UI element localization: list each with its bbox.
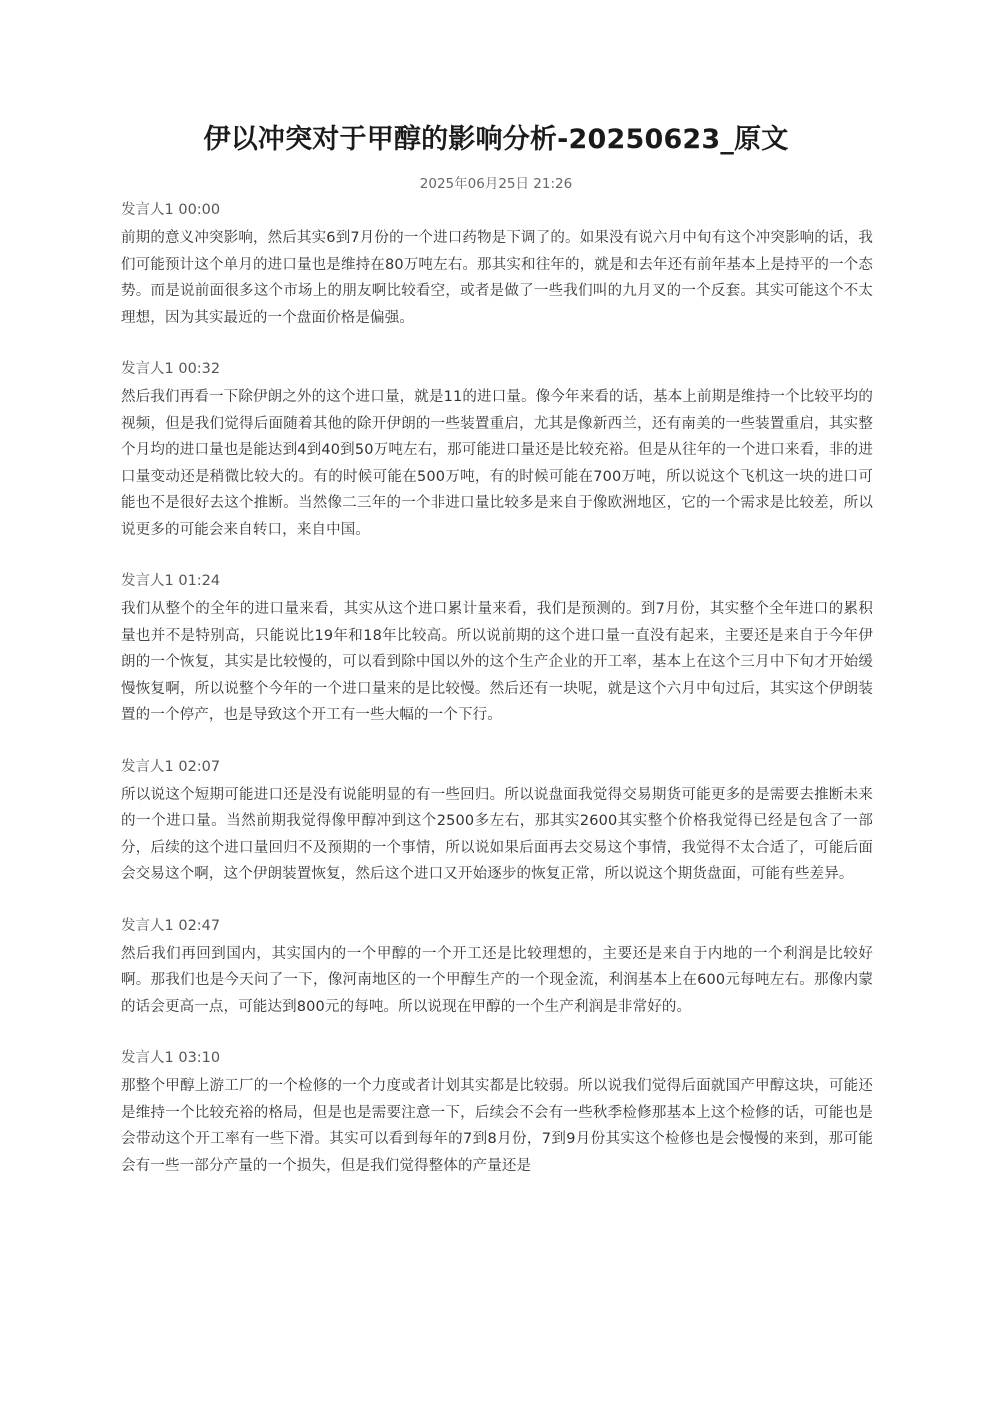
speaker-name: 发言人1 bbox=[121, 361, 174, 377]
speaker-name: 发言人1 bbox=[121, 573, 174, 589]
speaker-header bbox=[121, 570, 873, 592]
transcript-segment bbox=[121, 570, 873, 729]
speaker-name: 发言人1 bbox=[121, 1050, 174, 1066]
speaker-name: 发言人1 bbox=[121, 758, 174, 775]
speaker-header bbox=[121, 1047, 873, 1069]
transcript-segment bbox=[121, 915, 873, 1021]
document-date: 2025年06月25日 21:26 bbox=[419, 176, 573, 192]
timestamp: 00:00 bbox=[178, 202, 221, 218]
timestamp: 02:47 bbox=[178, 917, 221, 934]
transcript-segment bbox=[121, 199, 873, 331]
timestamp: 03:10 bbox=[178, 1050, 221, 1066]
timestamp: 02:07 bbox=[178, 758, 221, 775]
speaker-header bbox=[121, 358, 873, 380]
document-title: 伊以冲突对于甲醇的影响分析-20250623_原文 bbox=[203, 124, 789, 155]
segment-text: 所以说这个短期可能进口还是没有说能明显的有一些回归。所以说盘面我觉得交易期货可能更多的是需要去推断未来的一个进口量。当然前期我觉得像甲醇冲到这个2500多左右，那其实2600其实整个价格我觉得已经是包含了一部分，后续的这个进口量回归不及预期的一个事情，所以说如果后面再去交易这个事情，我觉得不太合适了，可能后面会交易这个啊，这个伊朗装置恢复，然后这个进口又开始逐步的恢复正常，所以说这个期货盘面，可能有些差异。 bbox=[121, 786, 873, 882]
segment-text: 前期的意义冲突影响，然后其实6到7月份的一个进口药物是下调了的。如果没有说六月中旬有这个冲突影响的话，我们可能预计这个单月的进口量也是维持在80万吨左右。那其实和往年的，就是和去年还有前年基本上是持平的一个态势。而是说前面很多这个市场上的朋友啊比较看空，或者是做了一些我们叫的九月叉的一个反套。其实可能这个不太理想，因为其实最近的一个盘面价格是偏强。 bbox=[121, 230, 873, 326]
speaker-name: 发言人1 bbox=[121, 917, 174, 934]
segment-text: 然后我们再回到国内，其实国内的一个甲醇的一个开工还是比较理想的，主要还是来自于内地的一个利润是比较好啊。那我们也是今天问了一下，像河南地区的一个甲醇生产的一个现金流，利润基本上在600元每吨左右。那像内蒙的话会更高一点，可能达到800元的每吨。所以说现在甲醇的一个生产利润是非常好的。 bbox=[121, 945, 873, 1015]
speaker-header bbox=[121, 756, 873, 778]
speaker-name: 发言人1 bbox=[121, 202, 174, 218]
speaker-header bbox=[121, 199, 873, 221]
segment-text: 那整个甲醇上游工厂的一个检修的一个力度或者计划其实都是比较弱。所以说我们觉得后面就国产甲醇这块，可能还是维持一个比较充裕的格局，但是也是需要注意一下，后续会不会有一些秋季检修那基本上这个检修的话，可能也是会带动这个开工率有一些下滑。其实可以看到每年的7到8月份，7到9月份其实这个检修也是会慢慢的来到，那可能会有一些一部分产量的一个损失，但是我们觉得整体的产量还是 bbox=[121, 1078, 873, 1174]
transcript-segment bbox=[121, 756, 873, 888]
transcript-body bbox=[121, 199, 873, 1206]
segment-text: 然后我们再看一下除伊朗之外的这个进口量，就是11的进口量。像今年来看的话，基本上前期是维持一个比较平均的视频，但是我们觉得后面随着其他的除开伊朗的一些装置重启，尤其是像新西兰，还有南美的一些装置重启，其实整个月均的进口量也是能达到4到40到50万吨左右，那可能进口量还是比较充裕。但是从往年的一个进口来看，非的进口量变动还是稍微比较大的。有的时候可能在500万吨，有的时候可能在700万吨，所以说这个飞机这一块的进口可能也不是很好去这个推断。当然像二三年的一个非进口量比较多是来自于像欧洲地区，它的一个需求是比较差，所以说更多的可能会来自转口，来自中国。 bbox=[121, 389, 873, 538]
timestamp: 00:32 bbox=[178, 361, 221, 377]
segment-text: 我们从整个的全年的进口量来看，其实从这个进口累计量来看，我们是预测的。到7月份，其实整个全年进口的累积量也并不是特别高，只能说比19年和18年比较高。所以说前期的这个进口量一直没有起来，主要还是来自于今年伊朗的一个恢复，其实是比较慢的，可以看到除中国以外的这个生产企业的开工率，基本上在这个三月中下旬才开始缓慢恢复啊，所以说整个今年的一个进口量来的是比较慢。然后还有一块呢，就是这个六月中旬过后，其实这个伊朗装置的一个停产，也是导致这个开工有一些大幅的一个下行。 bbox=[121, 601, 873, 723]
transcript-segment bbox=[121, 1047, 873, 1179]
speaker-header bbox=[121, 915, 873, 937]
timestamp: 01:24 bbox=[178, 573, 221, 589]
transcript-segment bbox=[121, 358, 873, 543]
